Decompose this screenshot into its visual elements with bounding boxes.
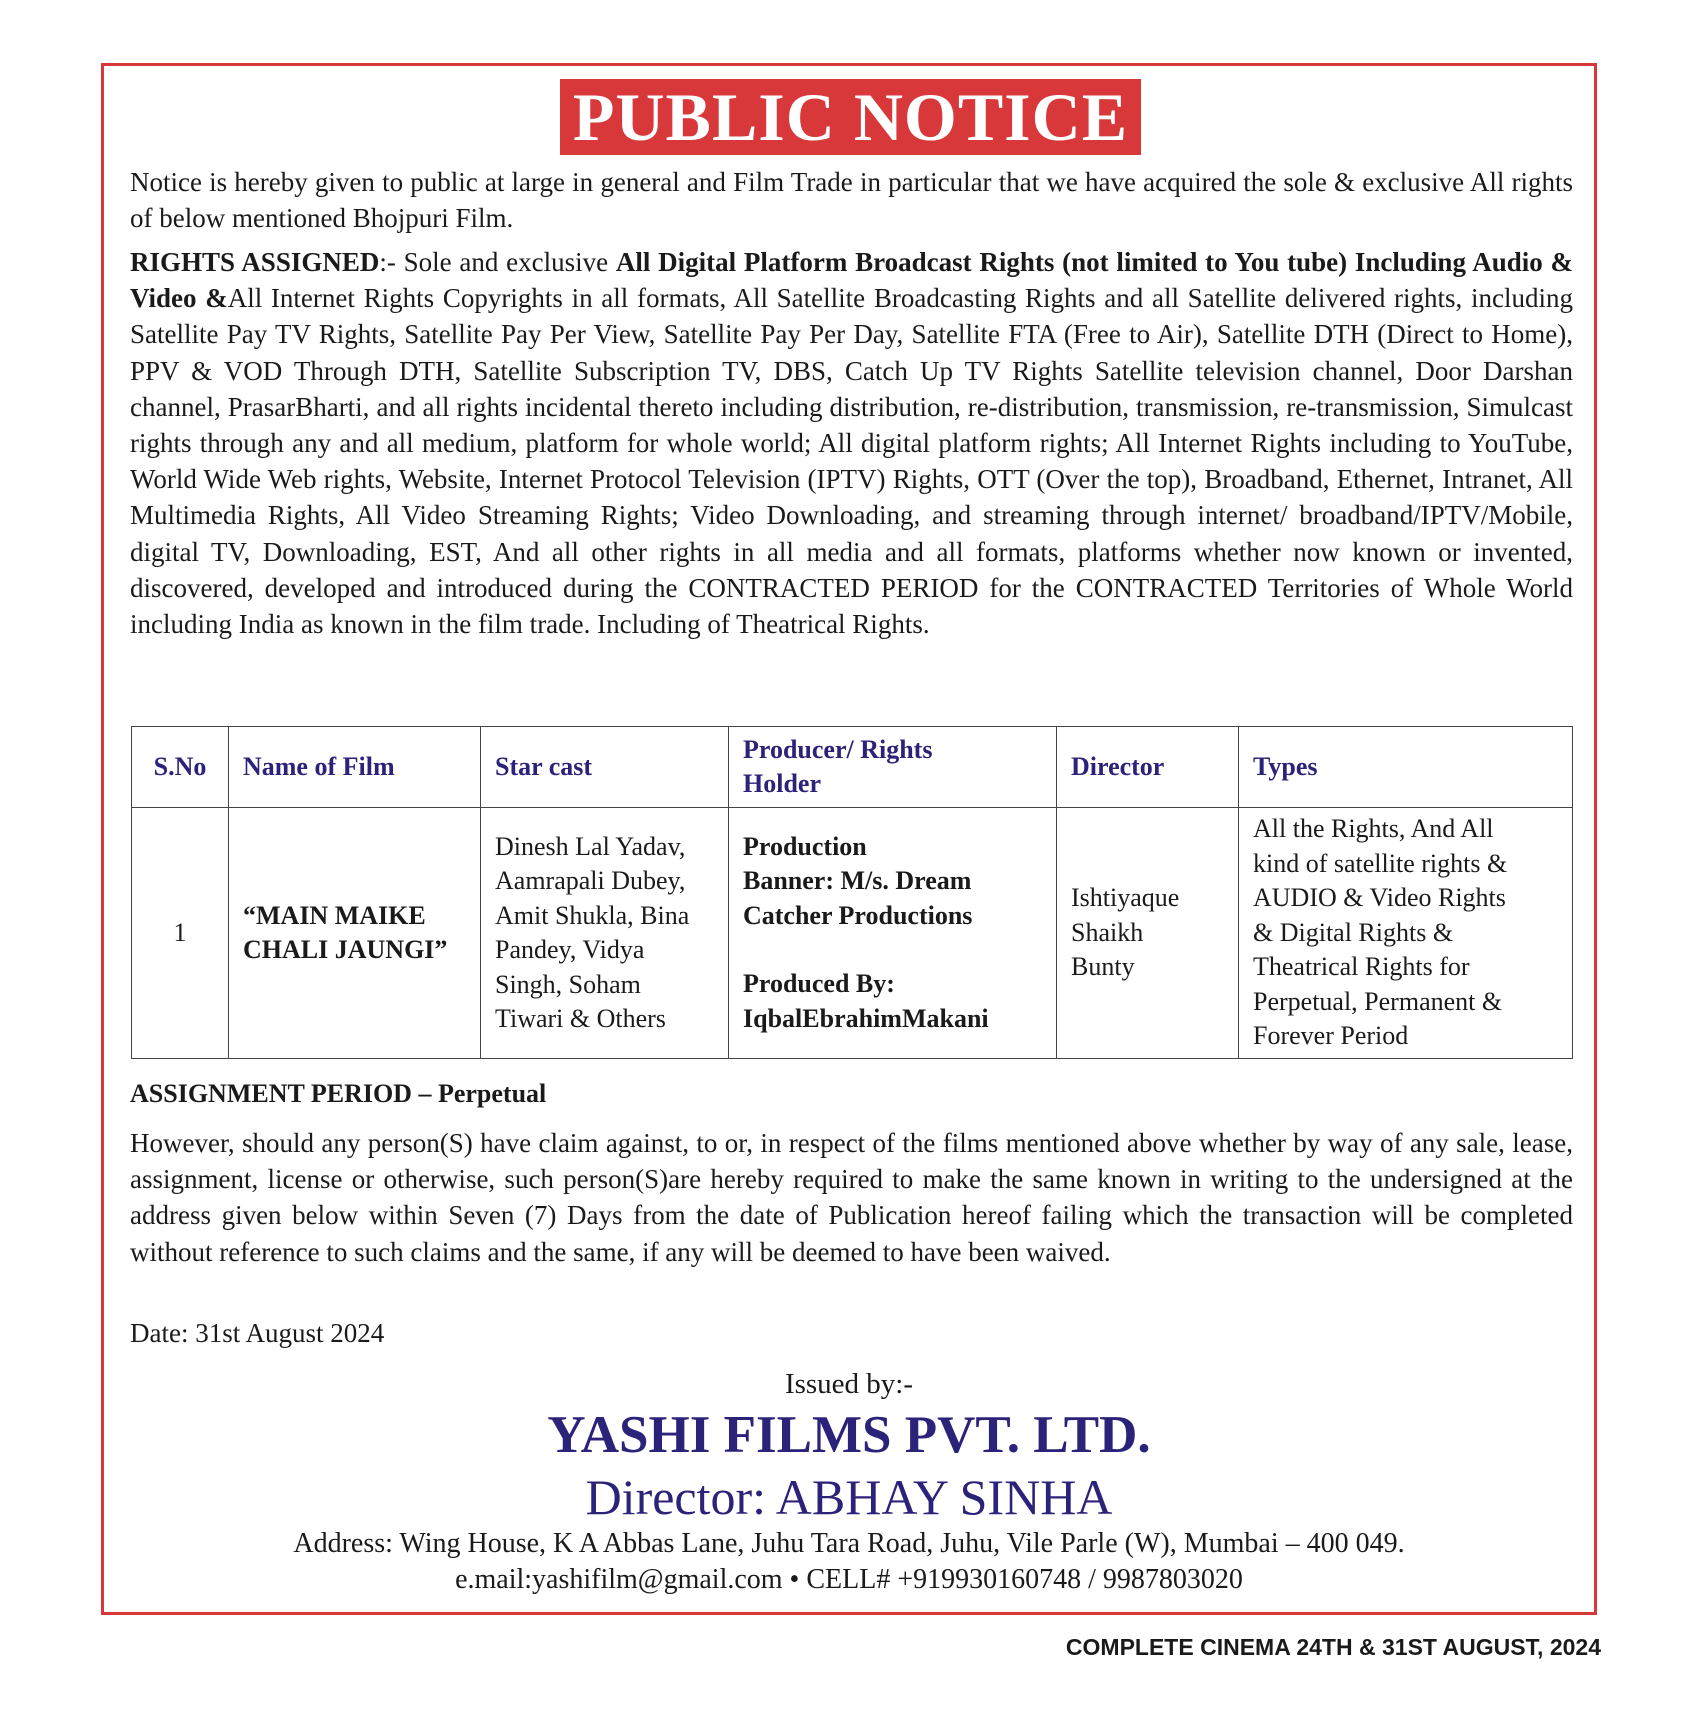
cell-film-name: “MAIN MAIKE CHALI JAUNGI” <box>229 808 481 1059</box>
producer-banner: Production Banner: M/s. Dream Catcher Productions <box>743 831 973 930</box>
intro-paragraph: Notice is hereby given to public at large in general and Film Trade in particular that we have acquired the sole & exclusive All rights of below mentioned Bhojpuri Film. <box>130 167 1573 234</box>
company-contact: e.mail:yashifilm@gmail.com • CELL# +919930160748 / 9987803020 <box>455 1564 1243 1595</box>
cell-types: All the Rights, And All kind of satellite rights & AUDIO & Video Rights & Digital Rights & Theatrical Rights for Perpetual, Permanent & Forever Period <box>1239 808 1573 1059</box>
cell-producer <box>729 808 1057 1059</box>
produced-by: Produced By: IqbalEbrahimMakani <box>743 969 989 1033</box>
table-header-row <box>132 727 1573 808</box>
company-address: Address: Wing House, K A Abbas Lane, Juhu Tara Road, Juhu, Vile Parle (W), Mumbai – 400 049. <box>293 1528 1405 1559</box>
table-row <box>132 808 1573 1059</box>
header-director: Director <box>1057 727 1239 808</box>
header-star-cast: Star cast <box>481 727 729 808</box>
cell-director: Ishtiyaque Shaikh Bunty <box>1057 808 1239 1059</box>
company-name: YASHI FILMS PVT. LTD. <box>547 1406 1151 1464</box>
rights-lead: :- Sole and exclusive <box>379 247 616 277</box>
notice-title: PUBLIC NOTICE <box>560 79 1141 155</box>
issued-by-label: Issued by:- <box>784 1368 914 1400</box>
cell-star-cast: Dinesh Lal Yadav, Aamrapali Dubey, Amit Shukla, Bina Pandey, Vidya Singh, Soham Tiwari & Others <box>481 808 729 1059</box>
header-film-name: Name of Film <box>229 727 481 808</box>
notice-date: Date: 31st August 2024 <box>130 1318 385 1348</box>
cell-sno: 1 <box>132 808 229 1059</box>
film-table <box>131 726 1573 1059</box>
claims-paragraph: However, should any person(S) have claim against, to or, in respect of the films mentioned above whether by way of any sale, lease, assignment, license or otherwise, such person(S)are hereby required to make the same known in writing to the undersigned at the address given below within Seven (7) Days from the date of Publication hereof failing which the transaction will be completed without reference to such claims and the same, if any will be deemed to have been waived. <box>130 1128 1573 1267</box>
rights-assigned-paragraph <box>130 244 1573 642</box>
rights-bold-phrase: All Digital Platform Broadcast Rights (not limited to You tube) Including Audio & Video & <box>130 247 1573 314</box>
header-producer: Producer/ Rights Holder <box>729 727 1057 808</box>
assignment-period: ASSIGNMENT PERIOD – Perpetual <box>130 1079 547 1108</box>
header-sno: S.No <box>132 727 229 808</box>
header-types: Types <box>1239 727 1573 808</box>
rights-body: All Internet Rights Copyrights in all formats, All Satellite Broadcasting Rights and all Satellite delivered rights, including Satellite Pay TV Rights, Satellite Pay Per View, Satellite Pay Per Day, Satellite FTA (Free to Air), Satellite DTH (Direct to Home), PPV & VOD Through DTH, Satellite Subscription TV, DBS, Catch Up TV Rights Satellite television channel, Door Darshan channel, PrasarBharti, and all rights incidental thereto including distribution, re-distribution, transmission, re-transmission, Simulcast rights through any and all medium, platform for whole world; All digital platform rights; All Internet Rights including to YouTube, World Wide Web rights, Website, Internet Protocol Television (IPTV) Rights, OTT (Over the top), Broadband, Ethernet, Intranet, All Multimedia Rights, All Video Streaming Rights; Video Downloading, and streaming through internet/ broadband/IPTV/Mobile, digital TV, Downloading, EST, And all other rights in all media and all formats, platforms whether now known or invented, discovered, developed and introduced during the CONTRACTED PERIOD for the CONTRACTED Territories of Whole World including India as known in the film trade. Including of Theatrical Rights. <box>130 283 1573 640</box>
publication-footer: COMPLETE CINEMA 24TH & 31ST AUGUST, 2024 <box>1065 1634 1601 1660</box>
company-director: Director: ABHAY SINHA <box>585 1469 1113 1525</box>
rights-label: RIGHTS ASSIGNED <box>130 247 380 277</box>
